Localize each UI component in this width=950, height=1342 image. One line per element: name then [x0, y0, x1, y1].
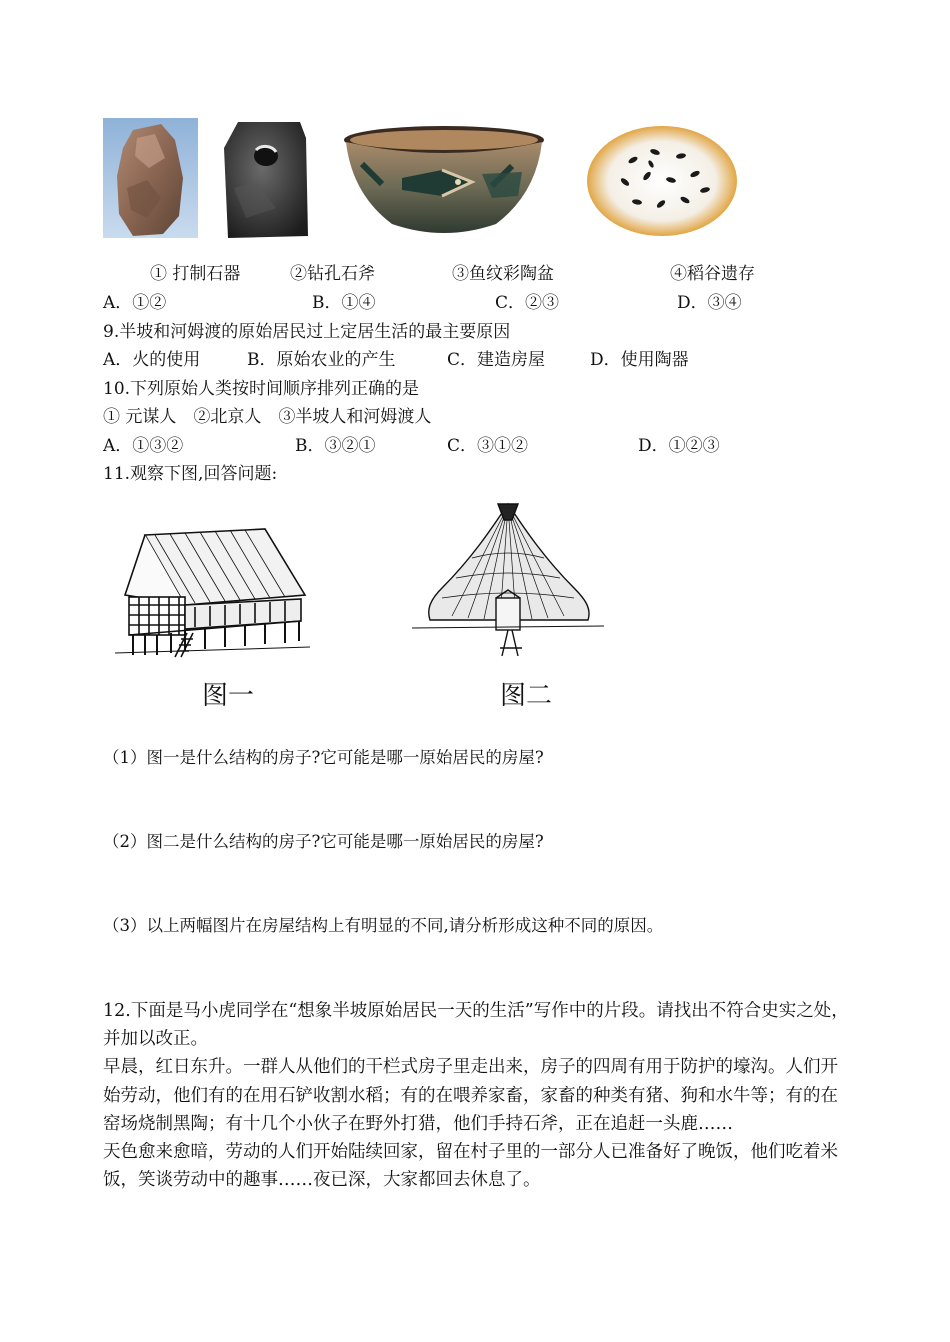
fish-pattern-pottery-basin-image — [342, 124, 546, 240]
q12-paragraph-1: 早晨，红日东升。一群人从他们的干栏式房子里走出来，房子的四周有用于防护的壕沟。人们开始劳动，他们有的在用石铲收割水稻；有的在喂养家畜，家畜的种类有猪、狗和水牛等；有的在窑场烧制黑陶；有十几个小伙子在野外打猎，他们手持石斧，正在追赶一头鹿…… — [103, 1057, 838, 1134]
artifact-label-1: ① 打制石器 — [150, 264, 241, 284]
artifact-label-3: ③鱼纹彩陶盆 — [452, 264, 554, 284]
q11-subquestion-3: （3）以上两幅图片在房屋结构上有明显的不同,请分析形成这种不同的原因。 — [103, 916, 664, 935]
q8-option-a: A．①② — [103, 293, 167, 313]
q10-list: ① 元谋人 ②北京人 ③半坡人和河姆渡人 — [103, 407, 432, 427]
q8-option-b: B．①④ — [312, 293, 376, 313]
q9-stem: 9.半坡和河姆渡的原始居民过上定居生活的最主要原因 — [103, 322, 511, 342]
q11-subquestion-2: （2）图二是什么结构的房子?它可能是哪一原始居民的房屋? — [103, 832, 544, 851]
q8-option-c: C．②③ — [495, 293, 560, 313]
q10-option-c: C．③①② — [447, 436, 529, 456]
figure-1-caption: 图一 — [202, 681, 255, 711]
q9-option-a: A．火的使用 — [103, 350, 201, 370]
q11-stem: 11.观察下图,回答问题: — [103, 464, 278, 484]
q12-block — [103, 997, 855, 1194]
q10-option-d: D．①②③ — [638, 436, 720, 456]
q10-option-b: B．③②① — [295, 436, 376, 456]
q10-option-a: A．①③② — [103, 436, 184, 456]
stilt-house-illustration — [115, 525, 310, 660]
q8-option-d: D．③④ — [677, 293, 742, 313]
q12-paragraph-2: 天色愈来愈暗，劳动的人们开始陆续回家，留在村子里的一部分人已准备好了晚饭，他们吃着米饭，笑谈劳动中的趣事……夜已深，大家都回去休息了。 — [103, 1142, 838, 1191]
q9-option-d: D．使用陶器 — [590, 350, 689, 370]
artifact-label-2: ②钻孔石斧 — [290, 264, 375, 284]
chipped-stone-tool-image — [103, 118, 198, 238]
q11-subquestion-1: （1）图一是什么结构的房子?它可能是哪一原始居民的房屋? — [103, 748, 544, 767]
artifact-label-4: ④稻谷遗存 — [670, 264, 755, 284]
q9-option-c: C．建造房屋 — [447, 350, 546, 370]
q10-stem: 10.下列原始人类按时间顺序排列正确的是 — [103, 379, 420, 399]
q9-option-b: B．原始农业的产生 — [247, 350, 396, 370]
q12-stem: 12.下面是马小虎同学在“想象半坡原始居民一天的生活”写作中的片段。请找出不符合史实之处，并加以改正。 — [103, 1001, 849, 1050]
round-hut-illustration — [412, 498, 604, 660]
figure-2-caption: 图二 — [500, 681, 553, 711]
rice-grain-remains-image — [585, 124, 739, 238]
drilled-stone-axe-image — [216, 118, 319, 241]
